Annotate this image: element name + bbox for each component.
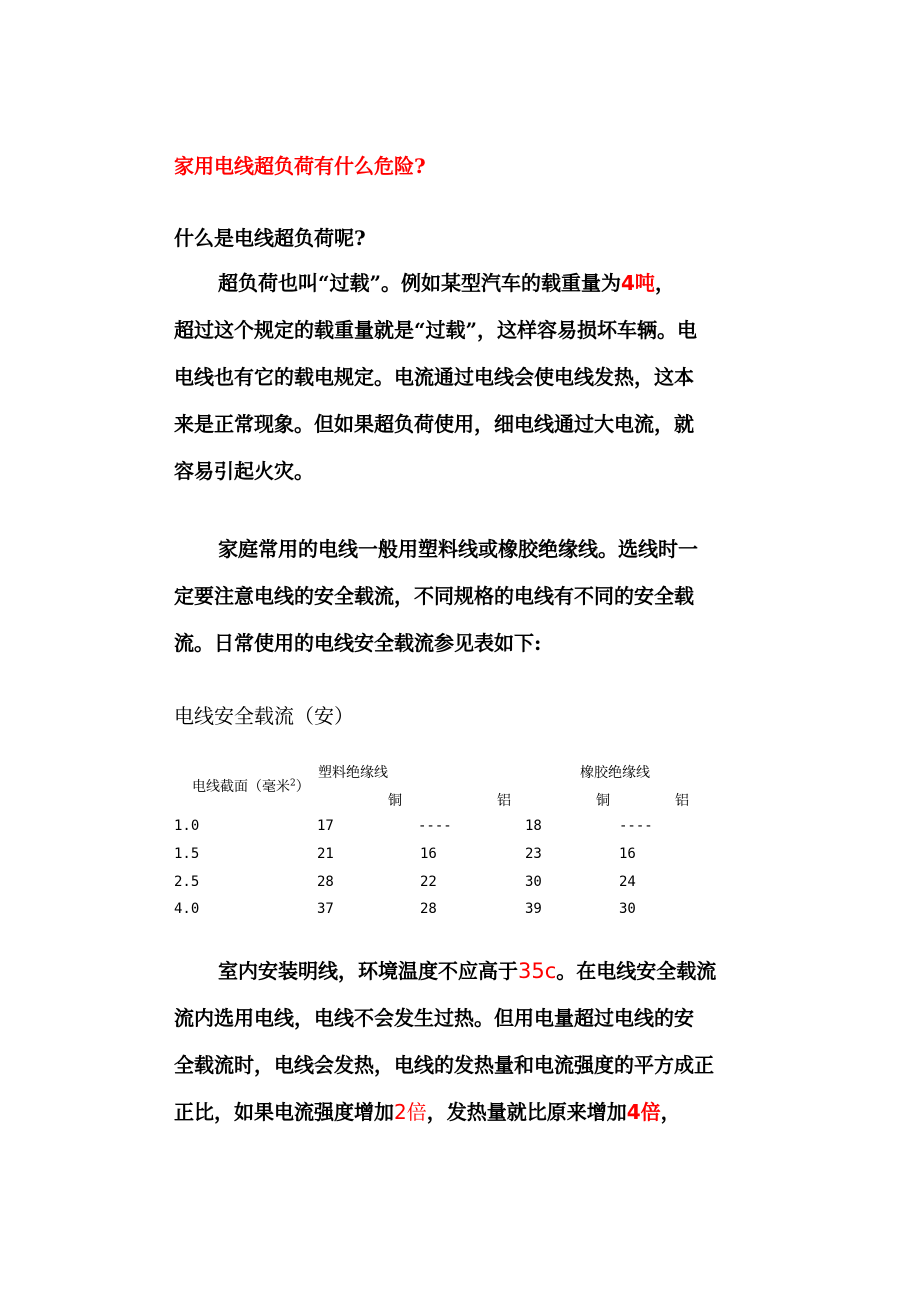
highlight-value: 35c <box>518 959 557 983</box>
column-header-aluminum: 铝 <box>497 793 511 809</box>
highlight-value: 2倍 <box>394 1100 427 1124</box>
paragraph-line: 家庭常用的电线一般用塑料线或橡胶绝缘线。选线时一 <box>218 537 698 561</box>
table-cell: 17 <box>317 818 334 834</box>
paragraph-line: 室内安装明线，环境温度不应高于35c。在电线安全载流 <box>218 959 717 983</box>
table-cell: 23 <box>525 846 542 862</box>
page-title: 家用电线超负荷有什么危险? <box>174 154 426 178</box>
table-cell: 21 <box>317 846 334 862</box>
table-title: 电线安全载流（安） <box>174 704 354 728</box>
column-header-copper: 铜 <box>596 793 610 809</box>
table-cell: ---- <box>619 818 653 834</box>
column-header-cross-section: 电线截面（毫米$^2$） <box>192 778 310 795</box>
table-cell-size: 1.5 <box>174 846 200 862</box>
table-cell: 39 <box>525 901 542 917</box>
table-cell: 30 <box>525 874 542 890</box>
highlight-value: 4倍 <box>626 1100 661 1124</box>
paragraph-temperature <box>174 948 754 1136</box>
column-header-rubber: 橡胶绝缘线 <box>580 765 650 781</box>
table-cell: 16 <box>420 846 437 862</box>
section-heading: 什么是电线超负荷呢? <box>174 226 366 250</box>
column-header-plastic: 塑料绝缘线 <box>318 765 388 781</box>
table-cell: 22 <box>420 874 437 890</box>
paragraph-line: 来是正常现象。但如果超负荷使用，细电线通过大电流，就 <box>174 412 694 436</box>
paragraph-line: 流。日常使用的电线安全载流参见表如下: <box>174 631 542 655</box>
table-cell: 16 <box>619 846 636 862</box>
paragraph-line: 全载流时，电线会发热，电线的发热量和电流强度的平方成正 <box>174 1053 714 1077</box>
table-cell-size: 1.0 <box>174 818 200 834</box>
table-cell: 18 <box>525 818 542 834</box>
paragraph-line: 超负荷也叫“过载”。例如某型汽车的载重量为4吨， <box>218 271 675 295</box>
table-cell: 30 <box>619 901 636 917</box>
paragraph-line: 定要注意电线的安全载流，不同规格的电线有不同的安全载 <box>174 584 694 608</box>
paragraph-line: 超过这个规定的载重量就是“过载”，这样容易损坏车辆。电 <box>174 318 698 342</box>
table-cell-size: 4.0 <box>174 901 200 917</box>
table-cell: ---- <box>418 818 452 834</box>
highlight-value: 4吨 <box>621 271 655 295</box>
table-cell: 37 <box>317 901 334 917</box>
paragraph-line: 流内选用电线，电线不会发生过热。但用电量超过电线的安 <box>174 1006 694 1030</box>
paragraph-line: 电线也有它的载电规定。电流通过电线会使电线发热，这本 <box>174 365 694 389</box>
table-cell: 28 <box>420 901 437 917</box>
paragraph-line: 正比，如果电流强度增加2倍，发热量就比原来增加4倍， <box>174 1100 681 1124</box>
column-header-aluminum: 铝 <box>675 793 689 809</box>
table-cell: 28 <box>317 874 334 890</box>
table-cell: 24 <box>619 874 636 890</box>
column-header-copper: 铜 <box>388 793 402 809</box>
paragraph-line: 容易引起火灾。 <box>174 459 314 483</box>
table-cell-size: 2.5 <box>174 874 200 890</box>
